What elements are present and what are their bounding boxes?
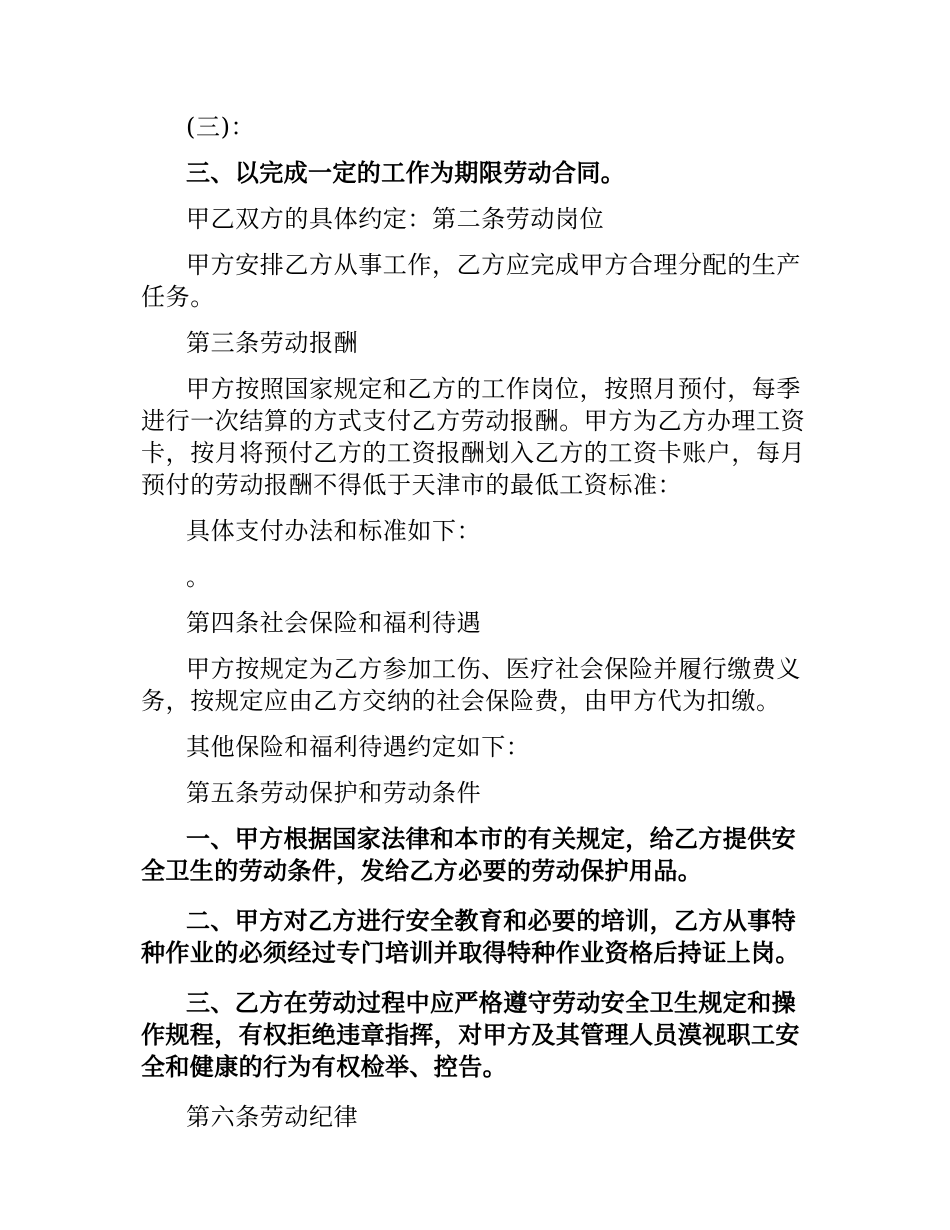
- paragraph-safety-training: 二、甲方对乙方进行安全教育和必要的培训，乙方从事特种作业的必须经过专门培训并取得特种作业资格后持证上岗。: [141, 906, 800, 967]
- paragraph-article-five-heading: 第五条劳动保护和劳动条件: [186, 779, 482, 807]
- paragraph-fixed-task-contract: 三、以完成一定的工作为期限劳动合同。: [186, 158, 626, 187]
- paragraph-job-assignment: 甲方安排乙方从事工作，乙方应完成甲方合理分配的生产任务。: [141, 251, 801, 311]
- paragraph-social-insurance: 甲方按规定为乙方参加工伤、医疗社会保险并履行缴费义务，按规定应由乙方交纳的社会保险费，由甲方代为扣缴。: [141, 655, 801, 715]
- paragraph-article-two-heading: 甲乙双方的具体约定：第二条劳动岗位: [186, 205, 605, 233]
- paragraph-payment-method: 具体支付办法和标准如下：: [186, 517, 482, 545]
- paragraph-article-three-heading: 第三条劳动报酬: [186, 329, 359, 357]
- document-body: [141, 111, 811, 1147]
- paragraph-safety-conditions: 一、甲方根据国家法律和本市的有关规定，给乙方提供安全卫生的劳动条件，发给乙方必要的劳动保护用品。: [141, 824, 796, 885]
- paragraph-other-benefits: 其他保险和福利待遇约定如下：: [186, 733, 531, 761]
- paragraph-clause-three-label: (三)：: [186, 113, 256, 141]
- paragraph-article-six-heading: 第六条劳动纪律: [186, 1103, 359, 1131]
- paragraph-article-four-heading: 第四条社会保险和福利待遇: [186, 609, 482, 637]
- paragraph-period-mark: 。: [186, 563, 211, 591]
- paragraph-safety-compliance: 三、乙方在劳动过程中应严格遵守劳动安全卫生规定和操作规程，有权拒绝违章指挥，对甲方及其管理人员漠视职工安全和健康的行为有权检举、控告。: [141, 988, 800, 1081]
- paragraph-remuneration-terms: 甲方按照国家规定和乙方的工作岗位，按照月预付，每季进行一次结算的方式支付乙方劳动报酬。甲方为乙方办理工资卡，按月将预付乙方的工资报酬划入乙方的工资卡账户，每月预付的劳动报酬不得低于天津市的最低工资标准：: [141, 375, 806, 499]
